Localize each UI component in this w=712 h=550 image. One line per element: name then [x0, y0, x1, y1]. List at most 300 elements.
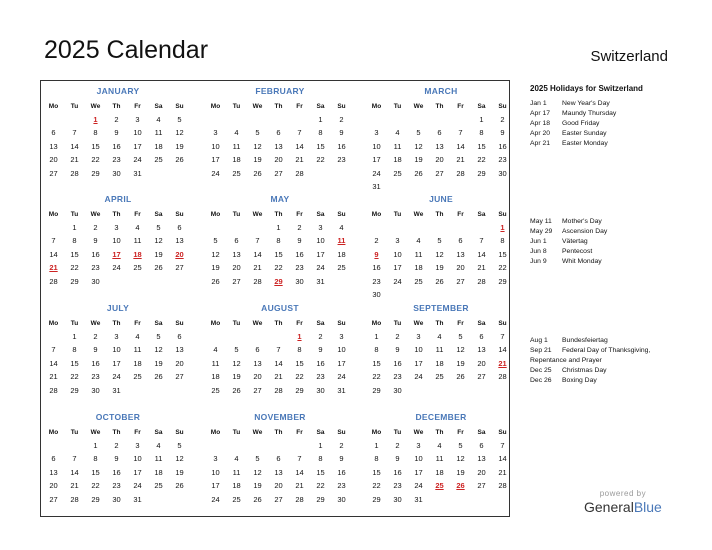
calendar-day: 21 [477, 263, 486, 273]
calendar-day: 9 [395, 454, 400, 464]
empty-day [43, 113, 64, 126]
calendar-day: 28 [295, 168, 304, 178]
calendar-day: 1 [72, 223, 77, 232]
week-row [43, 466, 193, 479]
holiday-date-label: Apr 21 [530, 140, 551, 147]
calendar-day: 12 [232, 358, 241, 368]
empty-day [169, 275, 190, 288]
holiday-date: 29 [274, 276, 283, 286]
empty-day [226, 113, 247, 126]
weekday-label: Su [337, 320, 346, 327]
week-row [205, 113, 355, 126]
empty-day [205, 330, 226, 343]
week-row [366, 493, 516, 506]
calendar-day: 20 [456, 263, 465, 273]
weekday-header [43, 100, 193, 113]
calendar-day: 14 [498, 454, 507, 464]
calendar-day: 5 [156, 223, 161, 232]
week-row [43, 343, 193, 356]
weekday-label: Mo [371, 320, 382, 327]
calendar-day: 23 [393, 481, 402, 491]
calendar-day: 3 [416, 441, 421, 450]
calendar-day: 17 [414, 358, 423, 368]
calendar-day: 16 [112, 141, 121, 151]
calendar-day: 20 [49, 155, 58, 165]
calendar-day: 11 [435, 454, 444, 464]
weekday-label: We [252, 429, 263, 436]
calendar-day: 1 [318, 115, 323, 124]
holiday-name: Federal Day of Thanksgiving, [562, 347, 651, 354]
calendar-day: 15 [91, 141, 100, 151]
holiday-group [530, 99, 700, 149]
empty-day [169, 493, 190, 506]
calendar-day: 6 [276, 128, 281, 138]
calendar-day: 24 [393, 276, 402, 286]
calendar-day: 11 [232, 467, 241, 477]
holiday-list-item [530, 336, 700, 346]
calendar-day: 17 [337, 358, 346, 368]
holiday-date-label: Dec 25 [530, 367, 552, 374]
calendar-day: 28 [70, 494, 79, 504]
weekday-label: Fr [457, 103, 464, 110]
holiday-date: 9 [374, 249, 379, 259]
calendar-day: 16 [91, 249, 100, 259]
empty-day [310, 167, 331, 180]
weekday-label: Sa [316, 211, 325, 218]
calendar-day: 14 [49, 358, 58, 368]
weekday-header [366, 100, 516, 113]
calendar-day: 14 [498, 345, 507, 355]
holiday-date-label: Jun 1 [530, 238, 547, 245]
week-row [366, 330, 516, 343]
calendar-day: 17 [112, 358, 121, 368]
week-row [205, 493, 355, 506]
calendar-day: 4 [437, 441, 442, 450]
empty-day [268, 439, 289, 452]
empty-day [148, 167, 169, 180]
empty-day [106, 275, 127, 288]
empty-day [492, 288, 513, 301]
weekday-label: Th [112, 211, 121, 218]
calendar-day: 22 [274, 263, 283, 273]
calendar-day: 5 [156, 332, 161, 341]
empty-day [148, 493, 169, 506]
calendar-day: 25 [211, 385, 220, 395]
month-may [205, 192, 355, 288]
weekday-header [205, 100, 355, 113]
week-row [205, 330, 355, 343]
month-november [205, 410, 355, 506]
calendar-day: 28 [253, 276, 262, 286]
calendar-day: 8 [374, 454, 379, 464]
brand-name-accent: Blue [633, 499, 662, 515]
empty-day [43, 221, 64, 234]
calendar-day: 22 [316, 481, 325, 491]
calendar-day: 23 [91, 372, 100, 382]
calendar-day: 13 [175, 345, 184, 355]
empty-day [127, 384, 148, 397]
calendar-day: 30 [91, 276, 100, 286]
weekday-label: We [252, 211, 263, 218]
calendar-day: 23 [316, 372, 325, 382]
weekday-label: Fr [134, 429, 141, 436]
weekday-label: Mo [210, 103, 221, 110]
weekday-header [205, 426, 355, 439]
holidays-title: 2025 Holidays for Switzerland [530, 84, 643, 93]
week-row [43, 370, 193, 383]
calendar-day: 21 [295, 481, 304, 491]
calendar-day: 22 [91, 481, 100, 491]
calendar-day: 12 [456, 345, 465, 355]
weekday-label: Su [175, 211, 184, 218]
calendar-day: 31 [133, 168, 142, 178]
calendar-day: 20 [435, 155, 444, 165]
calendar-day: 23 [337, 481, 346, 491]
calendar-day: 26 [414, 168, 423, 178]
generalblue-logo[interactable] [584, 489, 662, 515]
powered-by-text: powered by [599, 489, 647, 498]
calendar-day: 3 [114, 223, 119, 232]
empty-day [429, 113, 450, 126]
calendar-day: 17 [211, 155, 220, 165]
holiday-date: 18 [133, 249, 142, 259]
week-row [43, 330, 193, 343]
calendar-day: 30 [295, 276, 304, 286]
holiday-name: Whit Monday [562, 258, 602, 265]
weekday-label: Tu [70, 429, 79, 436]
holiday-name: Vätertag [562, 238, 588, 245]
weekday-label: Mo [48, 320, 59, 327]
calendar-day: 9 [339, 128, 344, 138]
calendar-day: 8 [72, 345, 77, 355]
weekday-label: Mo [371, 103, 382, 110]
week-row [205, 261, 355, 274]
weekday-header [43, 426, 193, 439]
calendar-day: 14 [295, 141, 304, 151]
calendar-day: 4 [395, 128, 400, 138]
empty-day [492, 493, 513, 506]
empty-day [331, 275, 352, 288]
weekday-label: We [413, 103, 424, 110]
empty-day [169, 167, 190, 180]
calendar-day: 18 [414, 263, 423, 273]
week-row [205, 343, 355, 356]
calendar-day: 24 [414, 481, 423, 491]
calendar-day: 22 [316, 155, 325, 165]
calendar-day: 7 [72, 128, 77, 138]
weekday-label: Sa [477, 320, 486, 327]
calendar-day: 26 [175, 481, 184, 491]
calendar-day: 2 [500, 115, 505, 124]
weekday-label: Tu [232, 211, 241, 218]
calendar-day: 8 [318, 128, 323, 138]
calendar-day: 22 [70, 263, 79, 273]
holiday-date-label: Aug 1 [530, 337, 548, 344]
empty-day [331, 167, 352, 180]
weekday-label: Mo [371, 429, 382, 436]
calendar-day: 30 [91, 385, 100, 395]
holiday-date: 1 [297, 332, 302, 341]
calendar-day: 2 [297, 223, 302, 232]
holiday-date: 26 [456, 481, 465, 491]
calendar-day: 11 [154, 128, 163, 138]
calendar-day: 27 [175, 263, 184, 273]
calendar-day: 28 [477, 276, 486, 286]
month-name: JUNE [429, 194, 453, 204]
holiday-date-label: Apr 18 [530, 120, 551, 127]
empty-day [471, 288, 492, 301]
calendar-day: 22 [498, 263, 507, 273]
holiday-name: Bundesfeiertag [562, 337, 608, 344]
week-row [43, 452, 193, 465]
calendar-day: 15 [477, 141, 486, 151]
calendar-day: 29 [295, 385, 304, 395]
week-row [366, 153, 516, 166]
weekday-label: Tu [393, 103, 402, 110]
week-row [205, 248, 355, 261]
empty-day [247, 439, 268, 452]
empty-day [387, 113, 408, 126]
month-december [366, 410, 516, 506]
calendar-day: 7 [276, 345, 281, 355]
weekday-label: Su [337, 211, 346, 218]
empty-day [169, 384, 190, 397]
holiday-date: 20 [175, 249, 184, 259]
calendar-day: 18 [435, 467, 444, 477]
calendar-day: 4 [234, 454, 239, 464]
calendar-day: 7 [51, 236, 56, 246]
empty-day [492, 384, 513, 397]
weekday-label: Sa [477, 429, 486, 436]
calendar-day: 16 [393, 467, 402, 477]
weekday-label: Su [175, 320, 184, 327]
calendar-day: 7 [72, 454, 77, 464]
calendar-day: 19 [253, 481, 262, 491]
calendar-day: 19 [456, 467, 465, 477]
week-row [43, 153, 193, 166]
empty-day [429, 493, 450, 506]
calendar-day: 6 [51, 454, 56, 464]
calendar-day: 28 [274, 385, 283, 395]
week-row [366, 248, 516, 261]
calendar-day: 26 [154, 263, 163, 273]
calendar-day: 4 [234, 128, 239, 138]
calendar-day: 20 [175, 358, 184, 368]
calendar-day: 4 [437, 332, 442, 341]
country-name: Switzerland [590, 48, 668, 65]
weekday-label: Tu [232, 320, 241, 327]
calendar-day: 12 [211, 249, 220, 259]
week-row [43, 234, 193, 247]
weekday-label: Th [112, 103, 121, 110]
empty-day [471, 221, 492, 234]
calendar-day: 15 [372, 358, 381, 368]
holiday-list-item [530, 217, 700, 227]
calendar-day: 2 [395, 332, 400, 341]
calendar-day: 9 [339, 454, 344, 464]
week-row [205, 221, 355, 234]
holiday-name-continued: Repentance and Prayer [530, 357, 602, 364]
month-march [366, 84, 516, 193]
empty-day [450, 113, 471, 126]
weekday-label: Tu [232, 103, 241, 110]
calendar-day: 24 [133, 481, 142, 491]
calendar-day: 19 [175, 467, 184, 477]
week-row [205, 153, 355, 166]
week-row [205, 384, 355, 397]
calendar-day: 13 [435, 141, 444, 151]
week-row [205, 234, 355, 247]
weekday-label: We [252, 320, 263, 327]
calendar-day: 29 [316, 494, 325, 504]
calendar-day: 21 [49, 372, 58, 382]
calendar-day: 1 [318, 441, 323, 450]
week-row [205, 126, 355, 139]
calendar-day: 3 [339, 332, 344, 341]
calendar-day: 6 [234, 236, 239, 246]
calendar-day: 14 [253, 249, 262, 259]
empty-day [43, 330, 64, 343]
calendar-day: 6 [177, 332, 182, 341]
calendar-day: 16 [316, 358, 325, 368]
calendar-day: 21 [498, 467, 507, 477]
calendar-day: 28 [498, 372, 507, 382]
weekday-label: Th [274, 211, 283, 218]
weekday-label: We [413, 211, 424, 218]
holiday-date: 11 [337, 236, 346, 246]
calendar-day: 14 [477, 249, 486, 259]
calendar-day: 19 [211, 263, 220, 273]
month-name: OCTOBER [95, 412, 141, 422]
holiday-date-label: Apr 17 [530, 110, 551, 117]
calendar-day: 25 [154, 155, 163, 165]
calendar-day: 5 [234, 345, 239, 355]
weekday-label: Th [435, 320, 444, 327]
calendar-day: 25 [414, 276, 423, 286]
calendar-day: 25 [133, 372, 142, 382]
holiday-group [530, 336, 700, 386]
weekday-label: Mo [210, 320, 221, 327]
calendar-day: 4 [213, 345, 218, 355]
calendar-day: 25 [154, 481, 163, 491]
holiday-date-label: Jun 9 [530, 258, 547, 265]
calendar-day: 29 [477, 168, 486, 178]
calendar-day: 16 [372, 263, 381, 273]
empty-day [429, 221, 450, 234]
calendar-day: 26 [232, 385, 241, 395]
weekday-label: Tu [70, 103, 79, 110]
calendar-day: 22 [70, 372, 79, 382]
calendar-day: 19 [154, 249, 163, 259]
calendar-day: 1 [276, 223, 281, 232]
empty-day [387, 288, 408, 301]
week-row [366, 234, 516, 247]
weekday-label: Th [435, 211, 444, 218]
calendar-day: 11 [133, 345, 142, 355]
weekday-label: Tu [393, 320, 402, 327]
calendar-day: 2 [339, 441, 344, 450]
calendar-day: 27 [274, 494, 283, 504]
calendar-day: 31 [133, 494, 142, 504]
holiday-list-item [530, 227, 700, 237]
calendar-day: 11 [393, 141, 402, 151]
calendar-day: 7 [479, 236, 484, 246]
calendar-day: 13 [253, 358, 262, 368]
calendar-day: 23 [372, 276, 381, 286]
calendar-day: 2 [318, 332, 323, 341]
weekday-label: Fr [134, 103, 141, 110]
weekday-label: Th [274, 320, 283, 327]
weekday-label: Fr [296, 320, 303, 327]
calendar-day: 10 [133, 128, 142, 138]
month-august [205, 301, 355, 397]
calendar-day: 8 [318, 454, 323, 464]
calendar-day: 9 [318, 345, 323, 355]
empty-day [450, 384, 471, 397]
calendar-day: 13 [456, 249, 465, 259]
calendar-day: 12 [456, 454, 465, 464]
calendar-day: 29 [91, 494, 100, 504]
calendar-day: 3 [318, 223, 323, 232]
empty-day [64, 439, 85, 452]
week-row [205, 275, 355, 288]
calendar-day: 26 [175, 155, 184, 165]
empty-day [148, 275, 169, 288]
calendar-day: 21 [295, 155, 304, 165]
holiday-name: Mother's Day [562, 218, 602, 225]
calendar-day: 30 [337, 494, 346, 504]
calendar-day: 2 [93, 332, 98, 341]
calendar-day: 1 [374, 332, 379, 341]
calendar-day: 3 [213, 454, 218, 464]
calendar-day: 11 [435, 345, 444, 355]
calendar-day: 13 [175, 236, 184, 246]
holiday-date: 21 [49, 263, 58, 273]
holiday-date-label: Apr 20 [530, 130, 551, 137]
calendar-day: 6 [437, 128, 442, 138]
weekday-label: Su [498, 320, 507, 327]
calendar-day: 8 [276, 236, 281, 246]
week-row [43, 357, 193, 370]
calendar-day: 29 [91, 168, 100, 178]
weekday-label: We [413, 429, 424, 436]
weekday-header [43, 317, 193, 330]
empty-day [268, 330, 289, 343]
weekday-label: Sa [477, 211, 486, 218]
weekday-header [366, 208, 516, 221]
empty-day [148, 384, 169, 397]
empty-day [226, 439, 247, 452]
calendar-day: 21 [456, 155, 465, 165]
calendar-day: 30 [393, 385, 402, 395]
calendar-day: 13 [232, 249, 241, 259]
calendar-day: 18 [154, 141, 163, 151]
calendar-day: 6 [479, 441, 484, 450]
weekday-label: We [90, 211, 101, 218]
weekday-label: Sa [154, 320, 163, 327]
calendar-day: 18 [211, 372, 220, 382]
calendar-day: 27 [232, 276, 241, 286]
calendar-day: 7 [255, 236, 260, 246]
calendar-day: 23 [498, 155, 507, 165]
calendar-day: 5 [437, 236, 442, 246]
calendar-day: 30 [112, 168, 121, 178]
week-row [205, 357, 355, 370]
week-row [43, 275, 193, 288]
calendar-day: 20 [253, 372, 262, 382]
calendar-day: 9 [395, 345, 400, 355]
weekday-label: We [90, 429, 101, 436]
